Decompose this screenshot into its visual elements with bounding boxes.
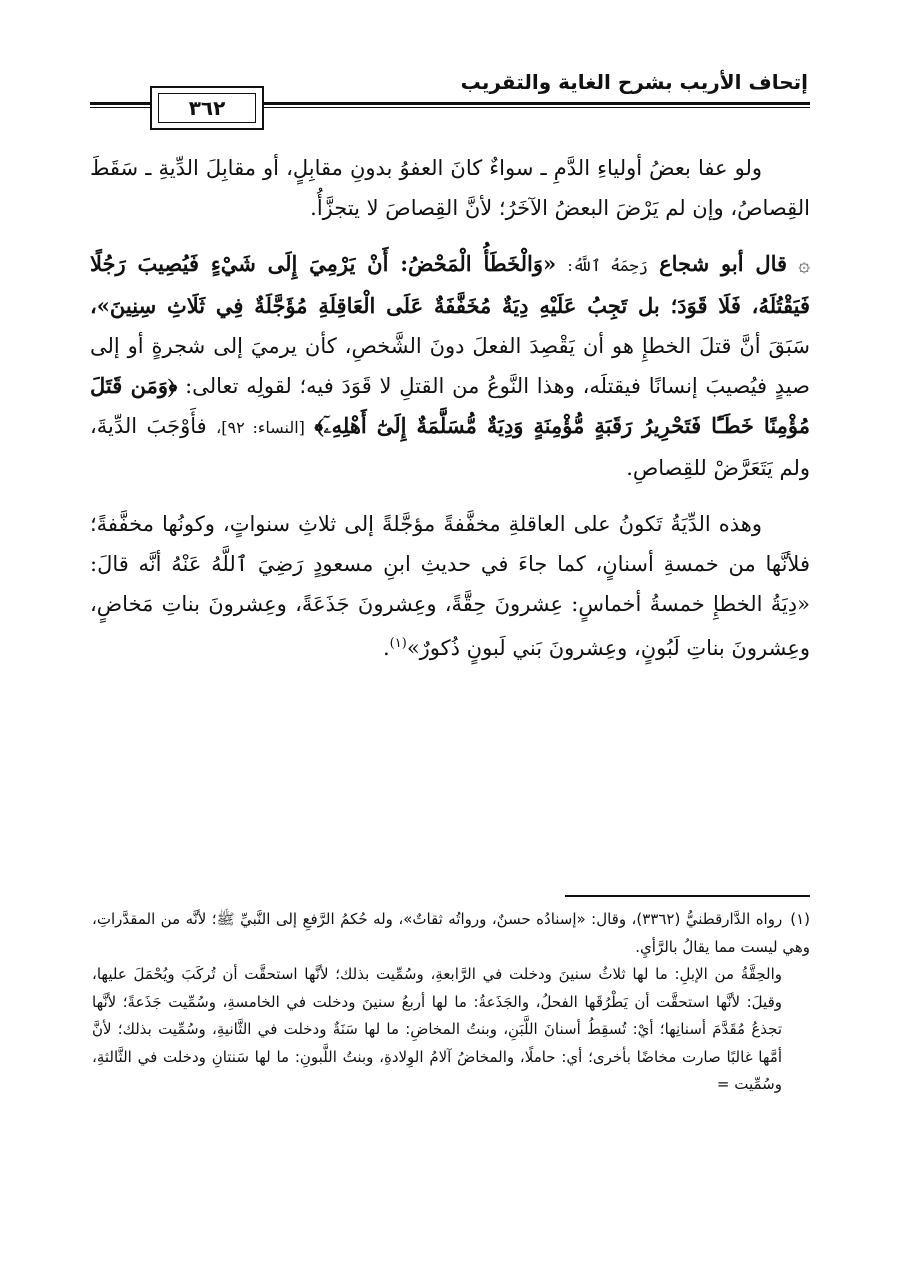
paragraph-3	[90, 504, 810, 668]
section-marker-icon: ۞	[798, 252, 810, 276]
running-title: إتحاف الأريب بشرح الغاية والتقريب	[460, 70, 808, 94]
commentary-text: سَبَقَ أنَّ قتلَ الخطإِ هو أن يَقْصِدَ الفعلَ دونَ الشَّخصِ، كأن يرميَ إلى شجرةٍ أو إلى صيدٍ فيُصيبَ إنسانًا فيقتلَه، وهذا النَّوعُ من القتلِ لا قَوَدَ فيه؛ لقولِه تعالى:	[90, 334, 810, 398]
footnote-number: (١)	[790, 910, 810, 928]
verse-reference: [النساء: ٩٢]،	[216, 418, 305, 437]
paragraph-3-end: .	[382, 636, 390, 660]
footnote-marker[interactable]: (١)	[389, 636, 407, 651]
matn-quote: «وَالْخَطَأُ الْمَحْضُ: أَنْ يَرْمِيَ إِلَى شَيْءٍ فَيُصِيبَ رَجُلًا فَيَقْتُلَهُ، فَلَا قَوَدَ؛ بل تَجِبُ عَلَيْهِ دِيَةٌ مُخَفَّفَةٌ عَلَى الْعَاقِلَةِ مُؤَجَّلَةٌ فِي ثَلَاثِ سِنِينَ»،	[90, 251, 810, 318]
speaker-name: قال أبو شجاع	[659, 251, 788, 276]
paragraph-3-text: وهذه الدِّيَةُ تَكونُ على العاقلةِ مخفَّفةً مؤجَّلةً إلى ثلاثِ سنواتٍ، وكونُها مخفَّفةً؛ فلأنَّها من خمسةِ أسنانٍ، كما جاءَ في حديثِ ابنِ مسعودٍ رَضِيَ ٱللَّهُ عَنْهُ أنَّه قالَ: «دِيَةُ الخطإِ خمسةُ أخماسٍ: عِشرونَ حِقَّةً، وعِشرونَ جَذَعَةً، وعِشرونَ بناتِ مَخاضٍ، وعِشرونَ بناتِ لَبُونٍ، وعِشرونَ بَني لَبونٍ ذُكورٌ»	[90, 512, 810, 660]
footnote-1-line1: رواه الدَّارقطنيُّ (٣٣٦٢)، وقال: «إسنادُه حسنٌ، ورواتُه ثقاتٌ»، وله حُكمُ الرَّفعِ إلى النَّبيِّ ﷺ؛ لأنَّه من المقدَّراتِ، وهي ليست مما يقالُ بالرَّأيِ.	[92, 910, 810, 956]
main-text	[90, 148, 810, 668]
header-rule-left	[90, 102, 148, 108]
honorific: رَحِمَهُ ٱللَّهُ:	[567, 256, 648, 275]
quran-verse: ﴿وَمَن قَتَلَ مُؤْمِنًا خَطَـًٔا فَتَحْرِيرُ رَقَبَةٍ مُّؤْمِنَةٍ وَدِيَةٌ مُّسَلَّمَةٌ إِلَىٰٓ أَهْلِهِۦٓ﴾	[90, 373, 810, 438]
page-number-box	[150, 86, 264, 130]
paragraph-1: ولو عفا بعضُ أولياءِ الدَّمِ ـ سواءٌ كانَ العفوُ بدونِ مقابِلٍ، أو مقابِلَ الدِّيةِ ـ سَقَطَ القِصاصُ، وإن لم يَرْضَ البعضُ الآخَرُ؛ لأنَّ القِصاصَ لا يتجزَّأُ.	[90, 156, 810, 220]
footnote-1-gloss: والحِقَّةُ من الإبلِ: ما لها ثلاثُ سنينَ ودخلت في الرَّابعةِ، وسُمِّيت بذلك؛ لأنَّها استحقَّت أن تُركَبَ ويُحْمَلَ عليها، وقيلَ: لأنَّها استحقَّت أن يَطْرُقَها الفحلُ، والجَذَعةُ: ما لها أربعُ سنينَ ودخلت في الخامسةِ، وسُمِّيت جَذَعةً؛ لأنَّها تجذعُ مُقَدَّمَ أسنانِها؛ أيْ: تُسقِطُ أسنانَ اللَّبَنِ، وبنتُ المخاضِ: ما لها سَنَةٌ ودخلت في الثَّانيةِ، وسُمِّيت بذلك؛ لأنَّ أمَّها غالبًا صارت مخاضًا بأخرى؛ أي: حاملًا، والمخاضُ آلامُ الوِلادةِ، وبنتُ اللَّبونِ: ما لها سَنتانِ ودخلت في الثَّالثةِ، وسُمِّيت =	[92, 965, 782, 1093]
page-number: ٣٦٢	[158, 93, 256, 123]
footnote-separator	[565, 895, 810, 897]
footnote-1	[92, 906, 810, 961]
commentary-end: فأَوْجَبَ الدِّيةَ، ولم يَتَعَرَّضْ للقِصاصِ.	[90, 414, 810, 480]
footnotes	[92, 906, 810, 1099]
paragraph-2	[90, 244, 810, 488]
